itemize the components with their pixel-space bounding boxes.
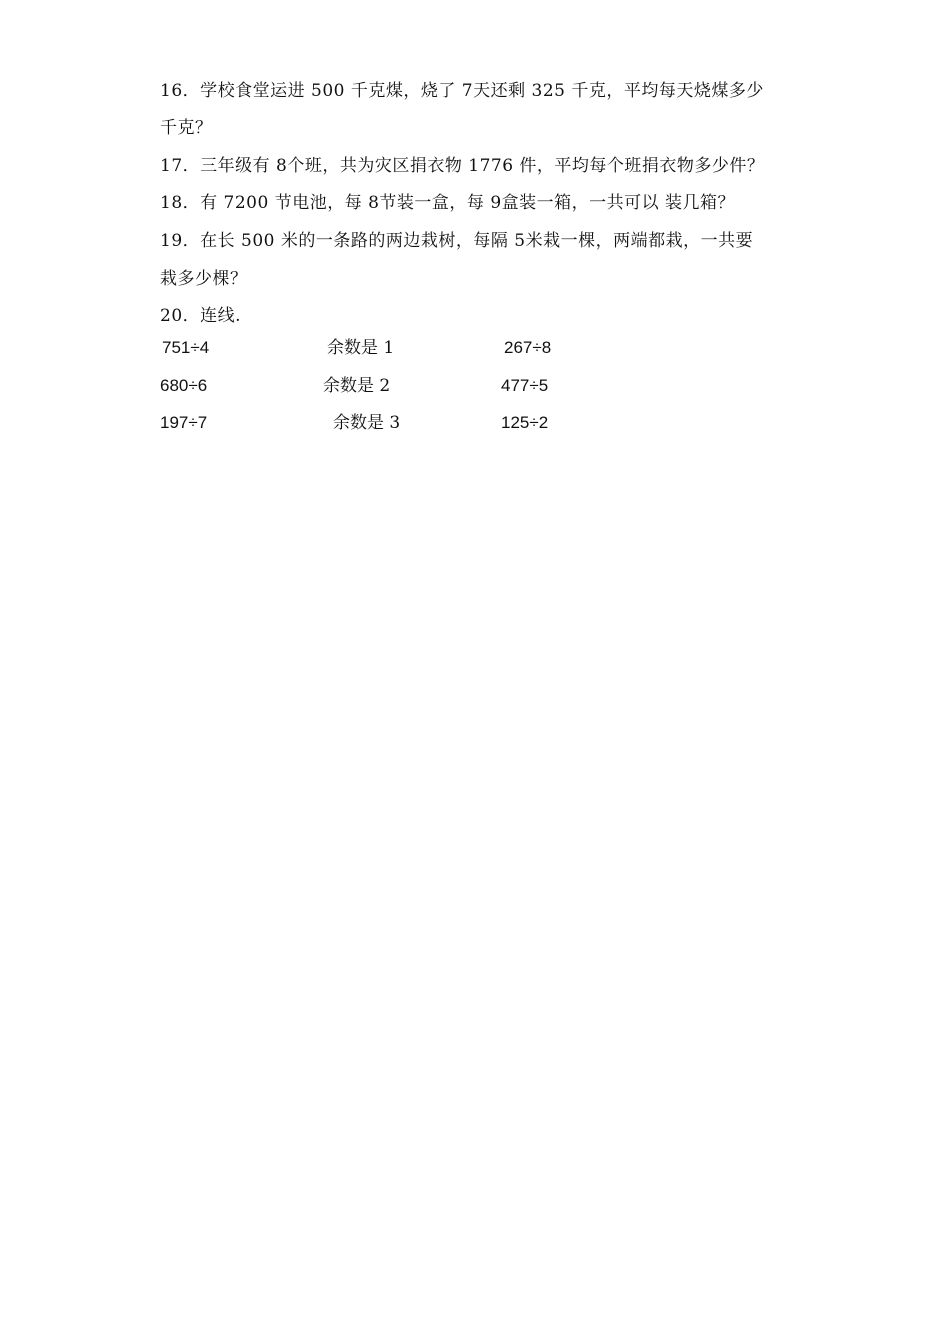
left-expression-1: 751÷4 — [162, 338, 210, 357]
remainder-label-3: 余数是 3 — [333, 413, 401, 433]
question-17: 17．三年级有 8个班，共为灾区捐衣物 1776 件，平均每个班捐衣物多少件？ — [160, 156, 765, 176]
right-expression-1: 267÷8 — [504, 338, 552, 357]
right-expression-3: 125÷2 — [501, 413, 549, 432]
question-16-line-2: 千克？ — [160, 118, 213, 138]
question-19-line-2: 栽多少棵？ — [160, 269, 248, 289]
left-expression-3: 197÷7 — [160, 413, 208, 432]
right-expression-2: 477÷5 — [501, 376, 549, 395]
question-16-line-1: 16．学校食堂运进 500 千克煤，烧了 7天还剩 325 千克，平均每天烧煤多少 — [160, 81, 764, 101]
question-20: 20．连线. — [160, 306, 242, 326]
question-19-line-1: 19．在长 500 米的一条路的两边栽树，每隔 5米栽一棵，两端都栽，一共要 — [160, 231, 754, 251]
question-18: 18．有 7200 节电池，每 8节装一盒，每 9盒装一箱，一共可以 装几箱？ — [160, 193, 736, 213]
left-expression-2: 680÷6 — [160, 376, 208, 395]
remainder-label-2: 余数是 2 — [323, 376, 391, 396]
remainder-label-1: 余数是 1 — [327, 338, 395, 358]
